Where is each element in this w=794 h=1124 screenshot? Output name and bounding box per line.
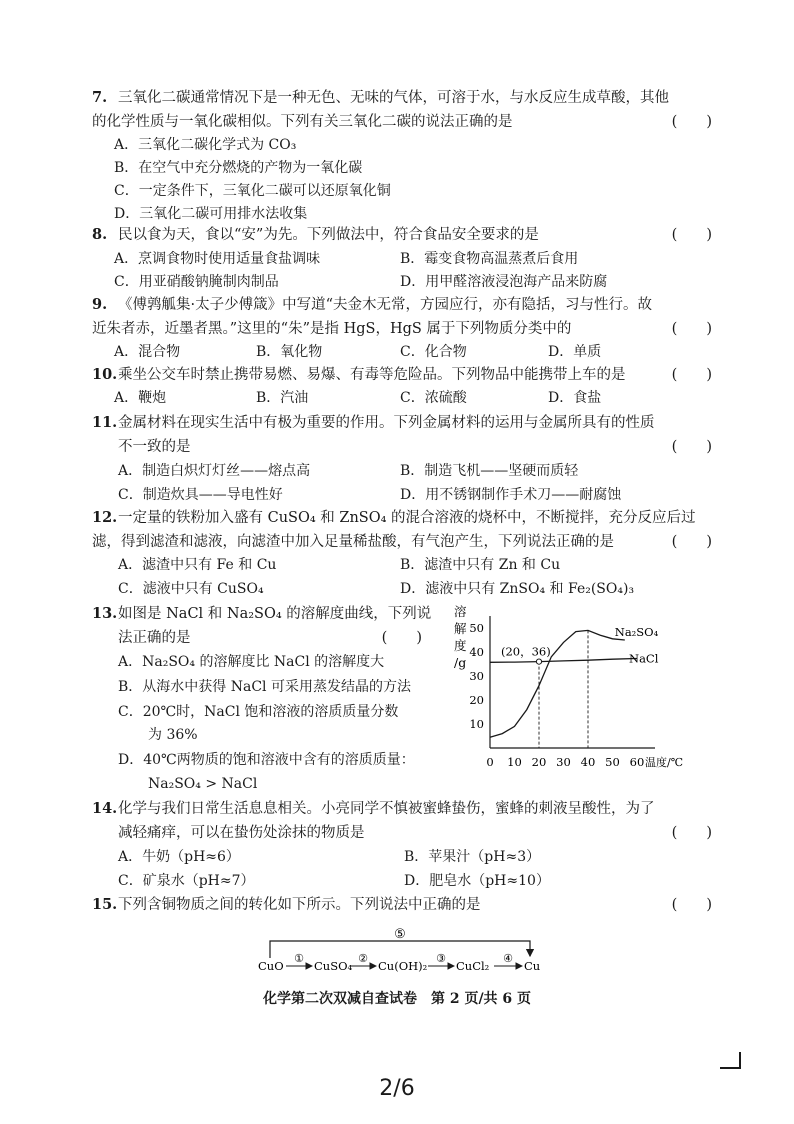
question-stem: 一定量的铁粉加入盛有 CuSO₄ 和 ZnSO₄ 的混合溶液的烧杯中，不断搅拌，充分反应后过: [118, 510, 696, 526]
series-label-na2so4: Na₂SO₄: [614, 625, 659, 639]
series-line-nacl: [490, 659, 637, 663]
arrow-1-label: ①: [294, 952, 304, 965]
option-b: B．汽油: [256, 390, 309, 406]
question-stem: 下列含铜物质之间的转化如下所示。下列说法中正确的是: [118, 897, 481, 913]
option-c: C．矿泉水（pH≈7）: [118, 873, 255, 889]
question-10: [92, 363, 712, 387]
option-d: D．三氧化二碳可用排水法收集: [114, 206, 308, 222]
option-c: C．滤液中只有 CuSO₄: [118, 581, 264, 597]
y-tick-label: 50: [469, 621, 484, 635]
option-c: C．制造炊具——导电性好: [118, 487, 283, 503]
question-number: 7.: [92, 89, 108, 106]
option-d: D．食盐: [548, 390, 602, 406]
answer-paren: ( ): [671, 439, 712, 455]
option-d: D．单质: [548, 344, 602, 360]
question-9-line2: [92, 317, 712, 341]
x-tick-label: 60: [629, 755, 645, 769]
option-a: A．Na₂SO₄ 的溶解度比 NaCl 的溶解度大: [118, 654, 385, 670]
answer-paren: ( ): [381, 630, 422, 646]
question-stem: 金属材料在现实生活中有极为重要的作用。下列金属材料的运用与金属所具有的性质: [118, 415, 655, 431]
answer-paren: ( ): [671, 321, 712, 337]
answer-paren: ( ): [671, 534, 712, 550]
question-stem: 法正确的是: [118, 630, 191, 646]
question-number: 15.: [92, 896, 118, 913]
option-b: B．滤渣中只有 Zn 和 Cu: [400, 557, 561, 573]
option-d: D．肥皂水（pH≈10）: [404, 873, 550, 889]
option-b: B．霉变食物高温蒸煮后食用: [400, 251, 579, 267]
arrow-4-label: ④: [503, 952, 513, 965]
question-stem: 如图是 NaCl 和 Na₂SO₄ 的溶解度曲线，下列说: [118, 606, 432, 622]
option-d-cont: Na₂SO₄ > NaCl: [148, 776, 258, 792]
question-8: [92, 223, 712, 247]
y-tick-label: 10: [469, 717, 484, 731]
x-tick-label: 50: [605, 755, 620, 769]
series-label-nacl: NaCl: [629, 651, 659, 666]
answer-paren: ( ): [671, 897, 712, 913]
question-11: [92, 411, 712, 435]
option-a: A．制造白炽灯灯丝——熔点高: [118, 463, 311, 479]
option-d: D．40℃两物质的饱和溶液中含有的溶质质量：: [118, 752, 415, 768]
question-13-line2: [92, 626, 422, 650]
x-tick-label: 30: [556, 755, 571, 769]
species-cuoh2: Cu(OH)₂: [378, 959, 428, 973]
option-a: A．三氧化二碳化学式为 CO₃: [114, 137, 297, 153]
arrow-3-label: ③: [436, 952, 446, 965]
question-stem: 不一致的是: [118, 439, 191, 455]
question-number: 11.: [92, 414, 118, 431]
arrow-5: [270, 941, 530, 958]
question-stem: 减轻痛痒，可以在蛰伤处涂抹的物质是: [118, 825, 365, 841]
option-a: A．牛奶（pH≈6）: [118, 849, 240, 865]
y-tick-label: 20: [469, 693, 484, 707]
intersection-point: [536, 659, 541, 664]
option-d: D．滤液中只有 ZnSO₄ 和 Fe₂(SO₄)₃: [400, 581, 635, 597]
y-tick-label: 30: [469, 669, 484, 683]
option-a: A．滤渣中只有 Fe 和 Cu: [118, 557, 277, 573]
question-stem: 滤，得到滤渣和滤液，向滤渣中加入足量稀盐酸，有气泡产生，下列说法正确的是: [92, 534, 614, 550]
answer-paren: ( ): [671, 227, 712, 243]
question-12-line2: [92, 530, 712, 554]
page-footer: 化学第二次双减自查试卷 第 2 页/共 6 页: [262, 991, 532, 1007]
page-indicator: 2/6: [379, 1076, 415, 1101]
option-d: D．用不锈钢制作手术刀——耐腐蚀: [400, 487, 622, 503]
question-11-line2: [92, 435, 712, 459]
question-number: 12.: [92, 509, 118, 526]
y-axis-label: /g: [454, 655, 467, 670]
question-number: 9.: [92, 296, 108, 313]
species-cuso4: CuSO₄: [314, 959, 353, 973]
option-b: B．氧化物: [256, 344, 323, 360]
question-7: [92, 86, 712, 110]
x-tick-label: 0: [486, 755, 494, 769]
option-c: C．20℃时，NaCl 饱和溶液的溶质质量分数: [118, 704, 399, 720]
arrow-2-label: ②: [358, 952, 368, 965]
question-stem: 三氧化二碳通常情况下是一种无色、无味的气体，可溶于水，与水反应生成草酸，其他: [118, 90, 669, 106]
species-cucl2: CuCl₂: [456, 959, 490, 973]
question-stem: 的化学性质与一氧化碳相似。下列有关三氧化二碳的说法正确的是: [92, 114, 513, 130]
x-tick-label: 10: [507, 755, 522, 769]
option-a: A．混合物: [114, 344, 181, 360]
question-stem: 《傅鹑觚集·太子少傅箴》中写道“夫金木无常，方园应行，亦有隐括，习与性行。故: [118, 297, 653, 313]
corner-mark: [718, 1048, 744, 1072]
x-axis-label: 温度/℃: [645, 756, 684, 769]
question-14: [92, 797, 712, 821]
question-number: 14.: [92, 800, 118, 817]
y-axis-label: 溶: [454, 604, 467, 619]
question-9: [92, 293, 712, 317]
question-stem: 化学与我们日常生活息息相关。小亮同学不慎被蜜蜂蛰伤，蜜蜂的刺液呈酸性，为了: [118, 801, 655, 817]
option-c: C．化合物: [400, 344, 467, 360]
option-b: B．在空气中充分燃烧的产物为一氧化碳: [114, 160, 363, 176]
option-a: A．鞭炮: [114, 390, 167, 406]
option-b: B．苹果汁（pH≈3）: [404, 849, 541, 865]
question-14-line2: [92, 821, 712, 845]
option-b: B．制造飞机——坚硬而质轻: [400, 463, 579, 479]
species-cuo: CuO: [258, 959, 284, 973]
answer-paren: ( ): [671, 114, 712, 130]
answer-paren: ( ): [671, 367, 712, 383]
question-stem: 近朱者赤，近墨者黑。”这里的“朱”是指 HgS，HgS 属于下列物质分类中的: [92, 321, 572, 337]
question-12: [92, 506, 712, 530]
question-7-line2: [92, 110, 712, 134]
species-cu: Cu: [524, 959, 541, 973]
option-d: D．用甲醛溶液浸泡海产品来防腐: [400, 274, 608, 290]
option-a: A．烹调食物时使用适量食盐调味: [114, 251, 321, 267]
intersection-annotation: (20，36): [501, 644, 551, 659]
conversion-scheme: [250, 924, 550, 980]
arrow-5-label: ⑤: [394, 927, 406, 942]
question-stem: 民以食为天，食以“安”为先。下列做法中，符合食品安全要求的是: [118, 227, 539, 243]
x-tick-label: 20: [531, 755, 547, 769]
option-c: C．浓硫酸: [400, 390, 467, 406]
solubility-chart: [440, 604, 720, 784]
question-13: [92, 602, 432, 626]
y-axis-label: 度: [454, 638, 467, 653]
y-axis-label: 解: [454, 621, 467, 636]
option-c: C．用亚硝酸钠腌制肉制品: [114, 274, 279, 290]
x-tick-label: 40: [580, 755, 596, 769]
y-tick-label: 40: [469, 645, 484, 659]
option-c-cont: 为 36%: [148, 727, 198, 743]
answer-paren: ( ): [671, 825, 712, 841]
question-stem: 乘坐公交车时禁止携带易燃、易爆、有毒等危险品。下列物品中能携带上车的是: [118, 367, 626, 383]
question-15: [92, 893, 712, 917]
option-b: B．从海水中获得 NaCl 可采用蒸发结晶的方法: [118, 679, 411, 695]
question-number: 10.: [92, 366, 118, 383]
question-number: 8.: [92, 226, 108, 243]
question-number: 13.: [92, 605, 118, 622]
option-c: C．一定条件下，三氧化二碳可以还原氧化铜: [114, 183, 391, 199]
